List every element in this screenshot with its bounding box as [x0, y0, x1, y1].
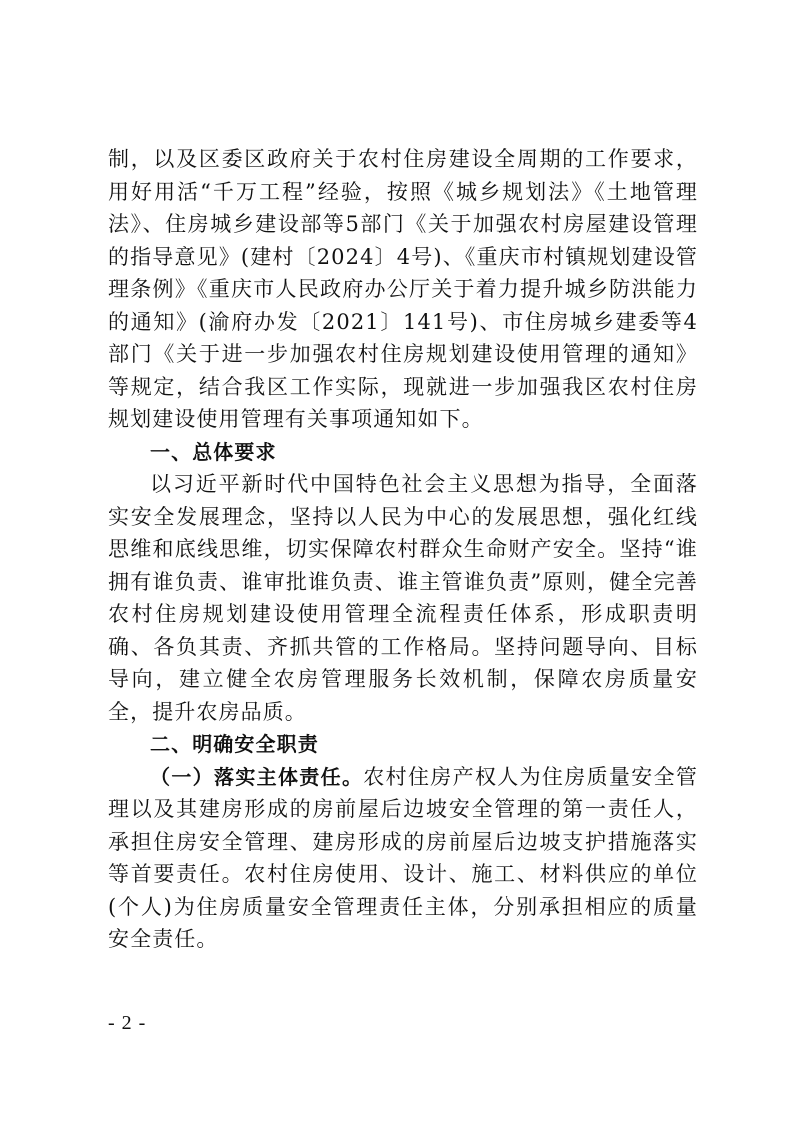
general-requirements-paragraph: 以习近平新时代中国特色社会主义思想为指导，全面落实安全发展理念，坚持以人民为中心的发展思想，强化红线思维和底线思维，切实保障农村群众生命财产安全。坚持“谁拥有谁负责、谁审批谁负责、谁主管谁负责”原则，健全完善农村住房规划建设使用管理全流程责任体系，形成职责明确、各负其责、齐抓共管的工作格局。坚持问题导向、目标导向，建立健全农房管理服务长效机制，保障农房质量安全，提升农房品质。 [108, 472, 698, 724]
page-number: - 2 - [108, 1012, 147, 1034]
subsection-heading-main-responsibility: （一）落实主体责任。 [150, 764, 364, 789]
section-heading-general-requirements: 一、总体要求 [150, 439, 277, 464]
section-heading-safety-duties: 二、明确安全职责 [150, 732, 319, 756]
document-body [108, 143, 698, 956]
main-responsibility-text: 农村住房产权人为住房质量安全管理以及其建房形成的房前屋后边坡安全管理的第一责任人，承担住房安全管理、建房形成的房前屋后边坡支护措施落实等首要责任。农村住房使用、设计、施工、材料供应的单位(个人)为住房质量安全管理责任主体，分别承担相应的质量安全责任。 [108, 764, 699, 951]
intro-paragraph: 制，以及区委区政府关于农村住房建设全周期的工作要求，用好用活“千万工程”经验，按照《城乡规划法》《土地管理法》、住房城乡建设部等5部门《关于加强农村房屋建设管理的指导意见》(建村〔2024〕4号)、《重庆市村镇规划建设管理条例》《重庆市人民政府办公厅关于着力提升城乡防洪能力的通知》(渝府办发〔2021〕141号)、市住房城乡建委等4部门《关于进一步加强农村住房规划建设使用管理的通知》等规定，结合我区工作实际，现就进一步加强我区农村住房规划建设使用管理有关事项通知如下。 [108, 147, 698, 431]
safety-duties-paragraph [108, 761, 698, 956]
